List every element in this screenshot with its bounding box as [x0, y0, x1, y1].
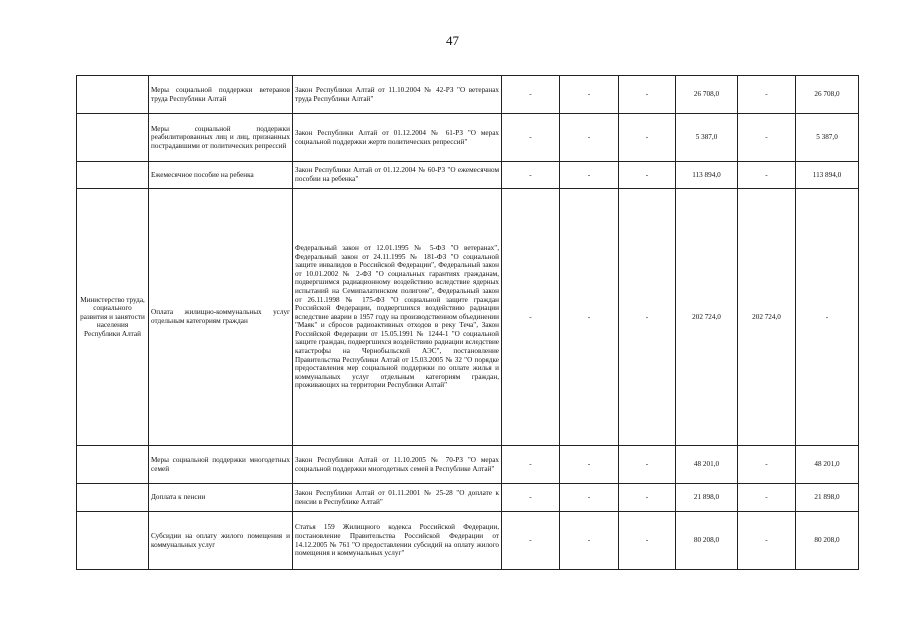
value-cell: 26 708,0 [796, 76, 859, 114]
table-row [77, 189, 859, 446]
value-cell: - [502, 162, 560, 189]
measure-cell: Меры социальной поддержки многодетных семей [149, 446, 293, 484]
value-cell: - [796, 189, 859, 446]
measure-cell: Меры социальной поддержки ветеранов труда Республики Алтай [149, 76, 293, 114]
value-cell: - [560, 162, 619, 189]
page-number: 47 [446, 33, 459, 48]
table-row [77, 446, 859, 484]
value-cell: - [619, 162, 676, 189]
ministry-cell-continuation [77, 446, 149, 484]
law-cell: Закон Республики Алтай от 01.12.2004 № 61-РЗ "О мерах социальной поддержки жертв политических репрессий" [293, 114, 502, 162]
value-cell: - [619, 484, 676, 512]
law-cell: Федеральный закон от 12.01.1995 № 5-ФЗ "О ветеранах", Федеральный закон от 24.11.1995 № 181-ФЗ "О социальной защите инвалидов в Российской Федерации", Федеральный закон от 10.01.2002 № 2-ФЗ "О социальных гарантиях гражданам, подвергшимся радиационному воздействию вследствие ядерных испытаний на Семипалатинском полигоне", Федеральный закон от 26.11.1998 № 175-ФЗ "О социальной защите граждан Российской Федерации, подвергшихся воздействию радиации вследствие аварии в 1957 году на производственном объединении "Маяк" и сбросов радиоактивных отходов в реку Теча", Закон Российской Федерации от 15.05.1991 № 1244-1 "О социальной защите граждан, подвергшихся воздействию радиации вследствие катастрофы на Чернобыльской АЭС", постановление Правительства Республики Алтай от 15.03.2005 № 32 "О порядке предоставления мер социальной поддержки по оплате жилья и коммунальных услуг отдельным категориям граждан, проживающих на территории Республики Алтай" [293, 189, 502, 446]
value-cell: - [502, 446, 560, 484]
value-cell: - [560, 446, 619, 484]
table-row [77, 512, 859, 570]
value-cell: 113 894,0 [676, 162, 738, 189]
value-cell: - [619, 512, 676, 570]
value-cell: 21 898,0 [796, 484, 859, 512]
measure-cell: Доплата к пенсии [149, 484, 293, 512]
value-cell: 21 898,0 [676, 484, 738, 512]
table-row [77, 162, 859, 189]
law-cell: Статья 159 Жилищного кодекса Российской Федерации, постановление Правительства Российской Федерации от 14.12.2005 № 761 "О предоставлении субсидий на оплату жилого помещения и коммунальных услуг" [293, 512, 502, 570]
ministry-cell-continuation [77, 162, 149, 189]
law-cell: Закон Республики Алтай от 01.12.2004 № 60-РЗ "О ежемесячном пособии на ребенка" [293, 162, 502, 189]
value-cell: 80 208,0 [676, 512, 738, 570]
value-cell: 26 708,0 [676, 76, 738, 114]
ministry-cell-top [77, 76, 149, 114]
value-cell: - [738, 446, 796, 484]
table-row [77, 484, 859, 512]
value-cell: 48 201,0 [796, 446, 859, 484]
value-cell: - [560, 189, 619, 446]
value-cell: - [560, 76, 619, 114]
ministry-name: Министерство труда, социального развития и занятости населения Республики Алтай [77, 189, 149, 446]
value-cell: 5 387,0 [676, 114, 738, 162]
value-cell: - [502, 484, 560, 512]
value-cell: - [502, 189, 560, 446]
law-cell: Закон Республики Алтай от 11.10.2005 № 70-РЗ "О мерах социальной поддержки многодетных семей в Республике Алтай" [293, 446, 502, 484]
budget-table [76, 75, 859, 570]
value-cell: - [738, 76, 796, 114]
value-cell: 113 894,0 [796, 162, 859, 189]
value-cell: - [502, 76, 560, 114]
value-cell: - [738, 512, 796, 570]
ministry-cell-continuation [77, 484, 149, 512]
measure-cell: Оплата жилищно-коммунальных услуг отдельным категориям граждан [149, 189, 293, 446]
ministry-cell-bottom [77, 512, 149, 570]
ministry-cell-continuation [77, 114, 149, 162]
value-cell: - [619, 114, 676, 162]
measure-cell: Ежемесячное пособие на ребенка [149, 162, 293, 189]
value-cell: - [738, 484, 796, 512]
value-cell: 202 724,0 [676, 189, 738, 446]
value-cell: - [560, 484, 619, 512]
value-cell: - [619, 189, 676, 446]
law-cell: Закон Республики Алтай от 11.10.2004 № 42-РЗ "О ветеранах труда Республики Алтай" [293, 76, 502, 114]
value-cell: - [502, 114, 560, 162]
value-cell: 80 208,0 [796, 512, 859, 570]
value-cell: - [560, 512, 619, 570]
value-cell: - [560, 114, 619, 162]
measure-cell: Субсидии на оплату жилого помещения и коммунальных услуг [149, 512, 293, 570]
value-cell: - [619, 76, 676, 114]
table-row [77, 76, 859, 114]
law-cell: Закон Республики Алтай от 01.11.2001 № 25-28 "О доплате к пенсии в Республике Алтай" [293, 484, 502, 512]
value-cell: - [619, 446, 676, 484]
value-cell: 5 387,0 [796, 114, 859, 162]
value-cell: 202 724,0 [738, 189, 796, 446]
value-cell: 48 201,0 [676, 446, 738, 484]
value-cell: - [738, 162, 796, 189]
value-cell: - [738, 114, 796, 162]
measure-cell: Меры социальной поддержки реабилитированных лиц и лиц, признанных пострадавшими от политических репрессий [149, 114, 293, 162]
value-cell: - [502, 512, 560, 570]
table-row [77, 114, 859, 162]
